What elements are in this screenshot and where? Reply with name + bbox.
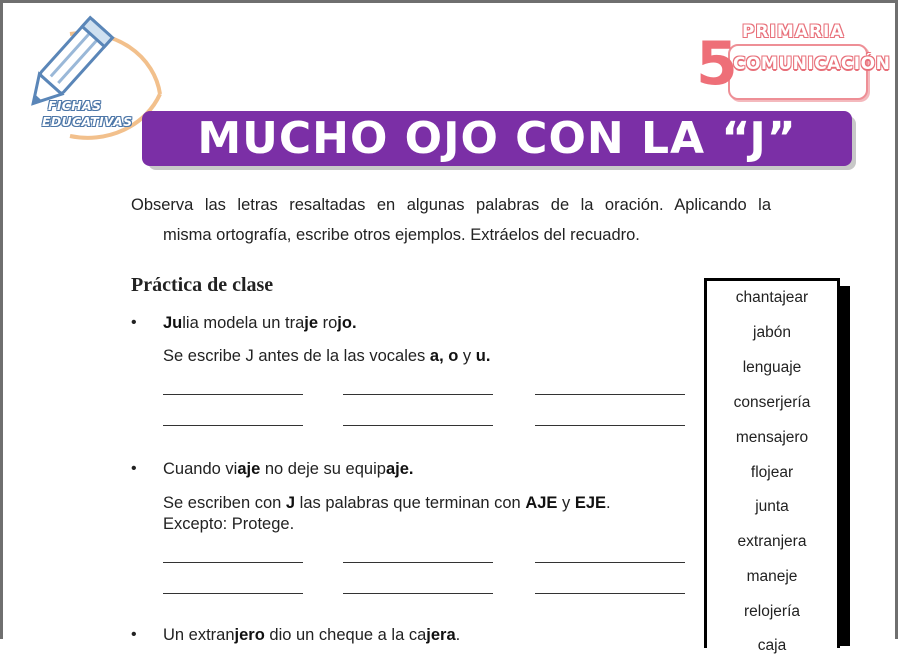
word-box-item: caja xyxy=(757,637,787,654)
word-box-item: lenguaje xyxy=(742,359,802,376)
answer-blank[interactable] xyxy=(535,593,685,594)
instructions-line-2: misma ortografía, escribe otros ejemplos. Extráelos del recuadro. xyxy=(163,226,640,244)
example-sentence xyxy=(163,460,413,479)
text-run: no deje su equip xyxy=(260,460,386,478)
highlighted-letters: u. xyxy=(475,347,491,365)
section-title: Práctica de clase xyxy=(131,274,274,296)
spelling-exception: Excepto: Protege. xyxy=(163,515,295,533)
text-run: . xyxy=(606,494,611,512)
badge-subject: COMUNICACIÓN xyxy=(733,54,891,74)
word-box-item: chantajear xyxy=(735,289,809,306)
text-run: las palabras que terminan con xyxy=(295,494,526,512)
logo-line-2: EDUCATIVAS xyxy=(42,114,133,129)
example-sentence xyxy=(163,626,460,645)
bullet: • xyxy=(131,314,137,331)
logo-line-1: FICHAS xyxy=(48,98,102,113)
word-box-item: junta xyxy=(755,498,789,515)
text-run: Un extran xyxy=(163,626,235,644)
text-run: lia modela un tra xyxy=(182,314,305,332)
text-run: Cuando vi xyxy=(163,460,238,478)
text-run: y xyxy=(458,347,476,365)
text-run: Se escriben con xyxy=(163,494,286,512)
answer-blank[interactable] xyxy=(535,394,685,395)
text-run: dio un cheque a la ca xyxy=(264,626,427,644)
text-run: Se escribe J antes de la las vocales xyxy=(163,347,430,365)
highlighted-letters: jero xyxy=(234,626,265,644)
bullet: • xyxy=(131,626,137,643)
answer-blank[interactable] xyxy=(163,425,303,426)
instructions xyxy=(131,190,771,250)
text-run: ro xyxy=(318,314,338,332)
spelling-rule xyxy=(163,493,611,513)
word-box-item: extranjera xyxy=(737,533,807,550)
example-sentence xyxy=(163,314,357,333)
text-run: y xyxy=(557,494,575,512)
answer-blank[interactable] xyxy=(343,562,493,563)
word-box-item: relojería xyxy=(744,603,800,620)
spelling-rule xyxy=(163,346,490,366)
word-box-item: jabón xyxy=(753,324,791,341)
answer-blank[interactable] xyxy=(535,562,685,563)
instructions-line-1: Observa las letras resaltadas en algunas palabras de la oración. Aplicando la xyxy=(131,196,771,214)
answer-blank[interactable] xyxy=(535,425,685,426)
word-box xyxy=(704,278,840,654)
answer-blank[interactable] xyxy=(343,593,493,594)
highlighted-letters: Ju xyxy=(163,314,183,332)
word-box-item: mensajero xyxy=(735,429,809,446)
answer-blank[interactable] xyxy=(163,562,303,563)
grade-subject-badge xyxy=(692,18,891,104)
answer-blank[interactable] xyxy=(163,593,303,594)
highlighted-letters: aje xyxy=(237,460,261,478)
badge-level: PRIMARIA xyxy=(742,22,845,42)
text-run: . xyxy=(455,626,461,644)
highlighted-letters: aje. xyxy=(385,460,414,478)
bullet: • xyxy=(131,460,137,477)
highlighted-letters: EJE xyxy=(574,494,607,512)
highlighted-letters: J xyxy=(285,494,296,512)
answer-blank[interactable] xyxy=(343,394,493,395)
badge-grade: 5 xyxy=(696,29,738,99)
answer-blank[interactable] xyxy=(343,425,493,426)
answer-blank[interactable] xyxy=(163,394,303,395)
highlighted-letters: je xyxy=(304,314,319,332)
word-box-item: maneje xyxy=(746,568,798,585)
highlighted-letters: AJE xyxy=(525,494,558,512)
title-banner xyxy=(142,111,852,166)
highlighted-letters: jera xyxy=(426,626,456,644)
word-box-item: conserjería xyxy=(733,394,811,411)
word-box-item: flojear xyxy=(750,464,794,481)
highlighted-letters: jo. xyxy=(337,314,357,332)
highlighted-letters: a, o xyxy=(429,347,459,365)
page-title: MUCHO OJO CON LA “J” xyxy=(197,113,797,164)
